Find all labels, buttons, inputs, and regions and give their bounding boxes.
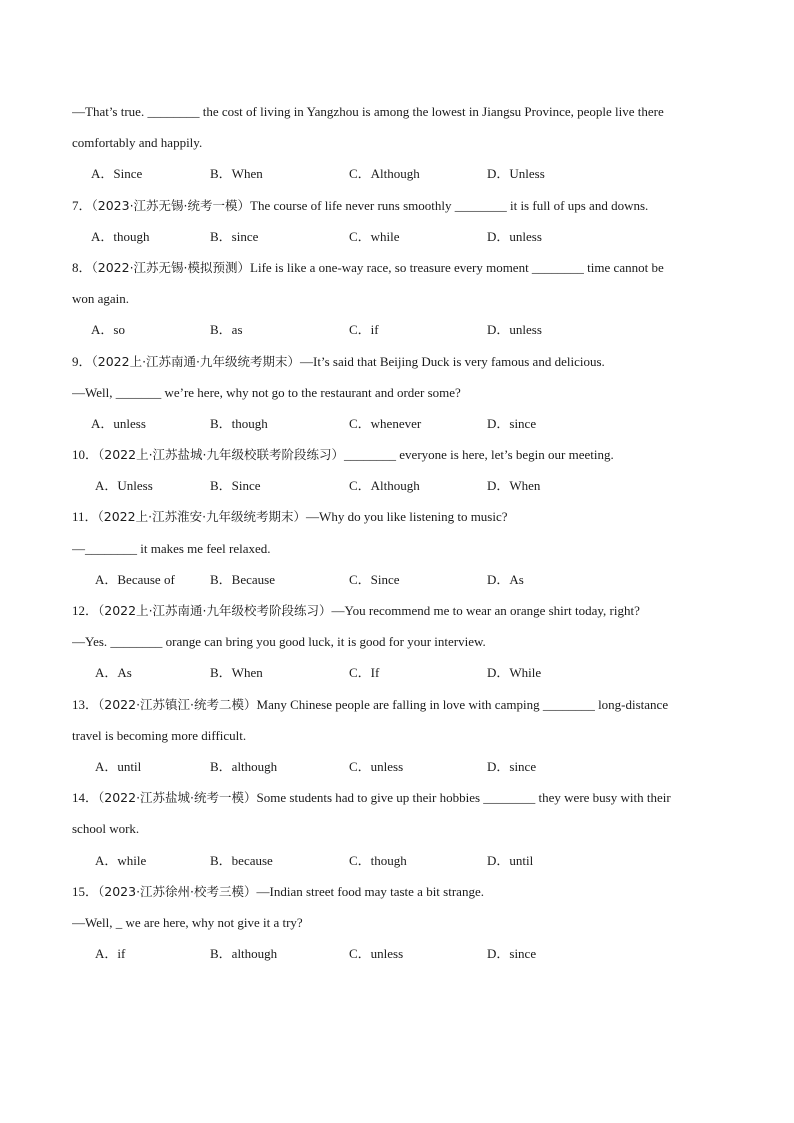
answer-options (72, 162, 722, 193)
question-source: （2023·江苏徐州·校考三模） (98, 883, 257, 899)
option-b: B．When (210, 665, 263, 681)
question-text: comfortably and happily. (72, 135, 203, 151)
option-b: B．although (210, 946, 278, 962)
question-number: 7． (72, 197, 92, 213)
option-a: A．Since (91, 166, 143, 182)
question-text: —________ it makes me feel relaxed. (72, 540, 271, 556)
option-d: D．unless (487, 322, 542, 338)
question-item (72, 443, 722, 505)
option-b: B．although (210, 758, 278, 774)
question-text (72, 350, 722, 381)
option-d: D．until (487, 852, 534, 868)
question-number: 9． (72, 353, 92, 369)
question-text (72, 194, 722, 225)
option-a: A．As (95, 665, 132, 681)
option-b: B．Because (210, 571, 275, 587)
option-d: D．since (487, 946, 537, 962)
question-number: 11． (72, 509, 98, 525)
answer-options (72, 568, 722, 599)
option-c: C．Since (349, 571, 400, 587)
option-d: D．As (487, 571, 524, 587)
question-text (72, 505, 722, 536)
option-b: B．Since (210, 478, 261, 494)
question-source: （2022·江苏无锡·模拟预测） (91, 259, 251, 275)
question-stem: Many Chinese people are falling in love with camping ________ long-distance (256, 696, 669, 712)
option-c: C．Although (349, 166, 420, 182)
question-source: （2022上·江苏淮安·九年级统考期末） (97, 509, 307, 525)
question-number: 13． (72, 696, 99, 712)
question-stem: Some students had to give up their hobbies ________ they were busy with their (256, 790, 671, 806)
question-text: school work. (72, 821, 140, 837)
question-item (72, 880, 722, 974)
question-text: —Well, _ we are here, why not give it a try? (72, 914, 303, 930)
question-source: （2022上·江苏盐城·九年级校联考阶段练习） (98, 447, 345, 463)
option-a: A．while (95, 852, 147, 868)
question-item (72, 100, 722, 194)
question-number: 10． (72, 447, 99, 463)
option-c: C．while (349, 228, 400, 244)
question-item (72, 599, 722, 693)
option-c: C．Although (349, 478, 420, 494)
option-b: B．though (210, 415, 268, 431)
question-list (72, 100, 722, 973)
answer-options (72, 412, 722, 443)
question-source: （2022上·江苏南通·九年级统考期末） (91, 353, 301, 369)
option-a: A．so (91, 322, 125, 338)
answer-options (72, 942, 722, 973)
option-b: B．since (210, 228, 259, 244)
option-d: D．While (487, 665, 542, 681)
option-d: D．Unless (487, 166, 545, 182)
option-c: C．if (349, 322, 379, 338)
question-stem: The course of life never runs smoothly ________ it is full of ups and downs. (250, 197, 649, 213)
answer-options (72, 318, 722, 349)
question-text (72, 443, 722, 474)
answer-options (72, 225, 722, 256)
question-text: travel is becoming more difficult. (72, 727, 247, 743)
option-a: A．unless (91, 415, 146, 431)
question-item (72, 194, 722, 256)
option-d: D．unless (487, 228, 542, 244)
option-c: C．though (349, 852, 407, 868)
question-text (72, 880, 722, 911)
option-b: B．When (210, 166, 263, 182)
question-item (72, 350, 722, 444)
option-c: C．whenever (349, 415, 422, 431)
question-number: 12． (72, 603, 99, 618)
question-text: won again. (72, 291, 130, 307)
answer-options (72, 474, 722, 505)
option-d: D．When (487, 478, 541, 494)
answer-options (72, 755, 722, 786)
question-text: —Yes. ________ orange can bring you good luck, it is good for your interview. (72, 634, 486, 650)
option-a: A．though (91, 228, 150, 244)
option-d: D．since (487, 758, 537, 774)
option-c: C．unless (349, 946, 404, 962)
question-stem: —You recommend me to wear an orange shirt today, right? (331, 603, 640, 618)
question-text: —Well, _______ we’re here, why not go to the restaurant and order some? (72, 384, 461, 400)
option-b: B．because (210, 852, 273, 868)
question-source: （2022·江苏镇江·统考二模） (98, 696, 257, 712)
question-number: 14． (72, 790, 99, 806)
question-number: 15． (72, 883, 99, 899)
question-text: —That’s true. ________ the cost of living in Yangzhou is among the lowest in Jiangsu Province, people live there (72, 104, 664, 119)
question-stem: —It’s said that Beijing Duck is very famous and delicious. (300, 353, 605, 369)
answer-options (72, 661, 722, 692)
question-source: （2023·江苏无锡·统考一模） (91, 197, 251, 213)
option-b: B．as (210, 322, 243, 338)
question-stem: Life is like a one-way race, so treasure every moment ________ time cannot be (250, 259, 664, 275)
question-text (72, 786, 722, 817)
answer-options (72, 849, 722, 880)
option-c: C．unless (349, 758, 404, 774)
question-item (72, 693, 722, 787)
question-number: 8． (72, 259, 92, 275)
option-a: A．until (95, 758, 142, 774)
option-a: A．Because of (95, 571, 175, 587)
question-item (72, 256, 722, 350)
option-a: A．Unless (95, 478, 153, 494)
question-source: （2022·江苏盐城·统考一模） (98, 790, 257, 806)
question-stem: —Why do you like listening to music? (306, 509, 508, 525)
question-stem: ________ everyone is here, let’s begin our meeting. (344, 447, 614, 463)
option-a: A．if (95, 946, 126, 962)
question-source: （2022上·江苏南通·九年级校考阶段练习） (98, 603, 332, 618)
question-text (72, 693, 722, 724)
question-stem: —Indian street food may taste a bit strange. (256, 883, 484, 899)
option-c: C．If (349, 665, 380, 681)
question-item (72, 505, 722, 599)
question-item (72, 786, 722, 880)
option-d: D．since (487, 415, 537, 431)
question-text (72, 256, 722, 287)
question-text (72, 599, 722, 630)
